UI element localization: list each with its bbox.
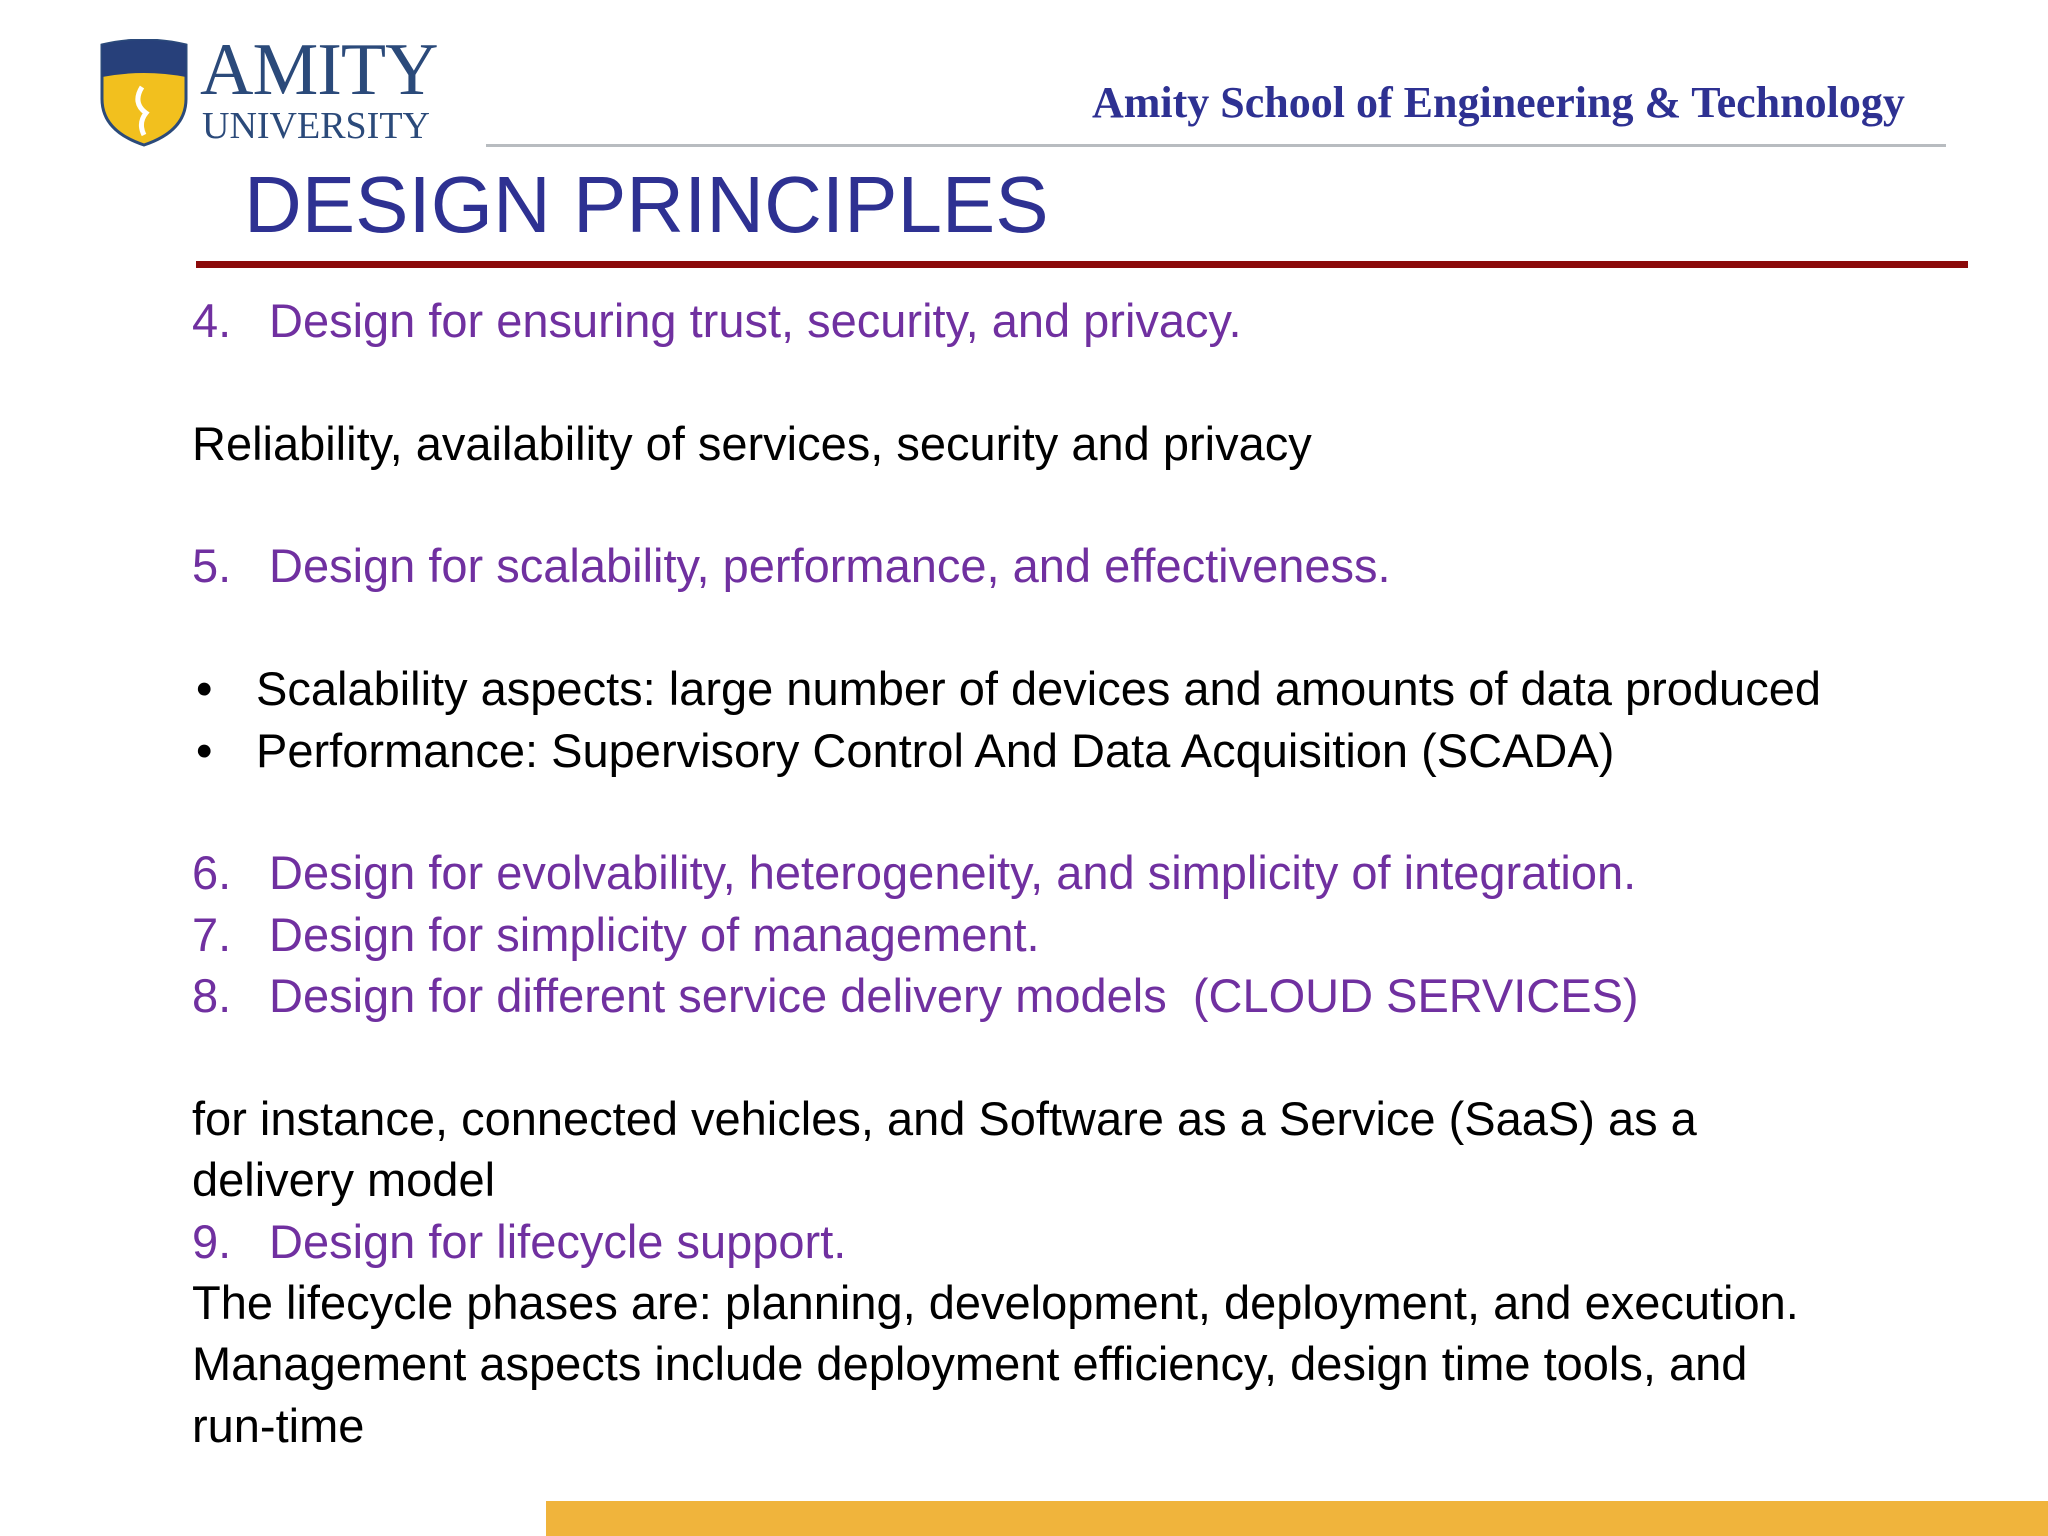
item-text: Design for different service delivery models (CLOUD SERVICES) [269,969,1639,1022]
amity-logo-shield-icon [98,39,190,147]
item-text: Design for simplicity of management. [269,908,1040,961]
footer-bar [546,1501,2048,1536]
item-text: Design for evolvability, heterogeneity, and simplicity of integration. [269,846,1637,899]
item-number: 4. [192,294,232,347]
paragraph-lifecycle-line1: The lifecycle phases are: planning, development, deployment, and execution. [192,1276,1799,1329]
bullet-item [0,658,2048,719]
bullet-icon: • [196,662,213,715]
item-9 [0,1211,2048,1272]
bullet-text: Performance: Supervisory Control And Data Acquisition (SCADA) [256,724,1615,777]
item-number: 7. [192,908,232,961]
title-underline [196,261,1968,268]
item-text: Design for scalability, performance, and effectiveness. [269,539,1391,592]
bullet-text: Scalability aspects: large number of devices and amounts of data produced [256,662,1821,715]
paragraph-instance-line1: for instance, connected vehicles, and Software as a Service (SaaS) as a [192,1092,1697,1145]
item-7 [0,904,2048,965]
item-number: 5. [192,539,232,592]
paragraph-instance-line2: delivery model [192,1153,496,1206]
slide-title: DESIGN PRINCIPLES [244,160,1049,249]
item-5 [0,535,2048,596]
school-name: Amity School of Engineering & Technology [1092,78,1905,127]
logo-text-amity: AMITY [200,29,438,111]
logo-text-university: UNIVERSITY [202,105,430,147]
item-number: 6. [192,846,232,899]
item-number: 9. [192,1215,232,1268]
header-divider [486,144,1946,147]
item-8 [0,965,2048,1026]
item-4 [0,290,2048,351]
paragraph-lifecycle-line2: Management aspects include deployment efficiency, design time tools, and [192,1337,1748,1390]
bullet-icon: • [196,724,213,777]
paragraph-lifecycle-line3: run-time [192,1399,365,1452]
item-6 [0,842,2048,903]
paragraph-reliability: Reliability, availability of services, security and privacy [192,417,1312,470]
bullet-item [0,720,2048,781]
item-text: Design for lifecycle support. [269,1215,847,1268]
item-text: Design for ensuring trust, security, and privacy. [269,294,1242,347]
item-number: 8. [192,969,232,1022]
